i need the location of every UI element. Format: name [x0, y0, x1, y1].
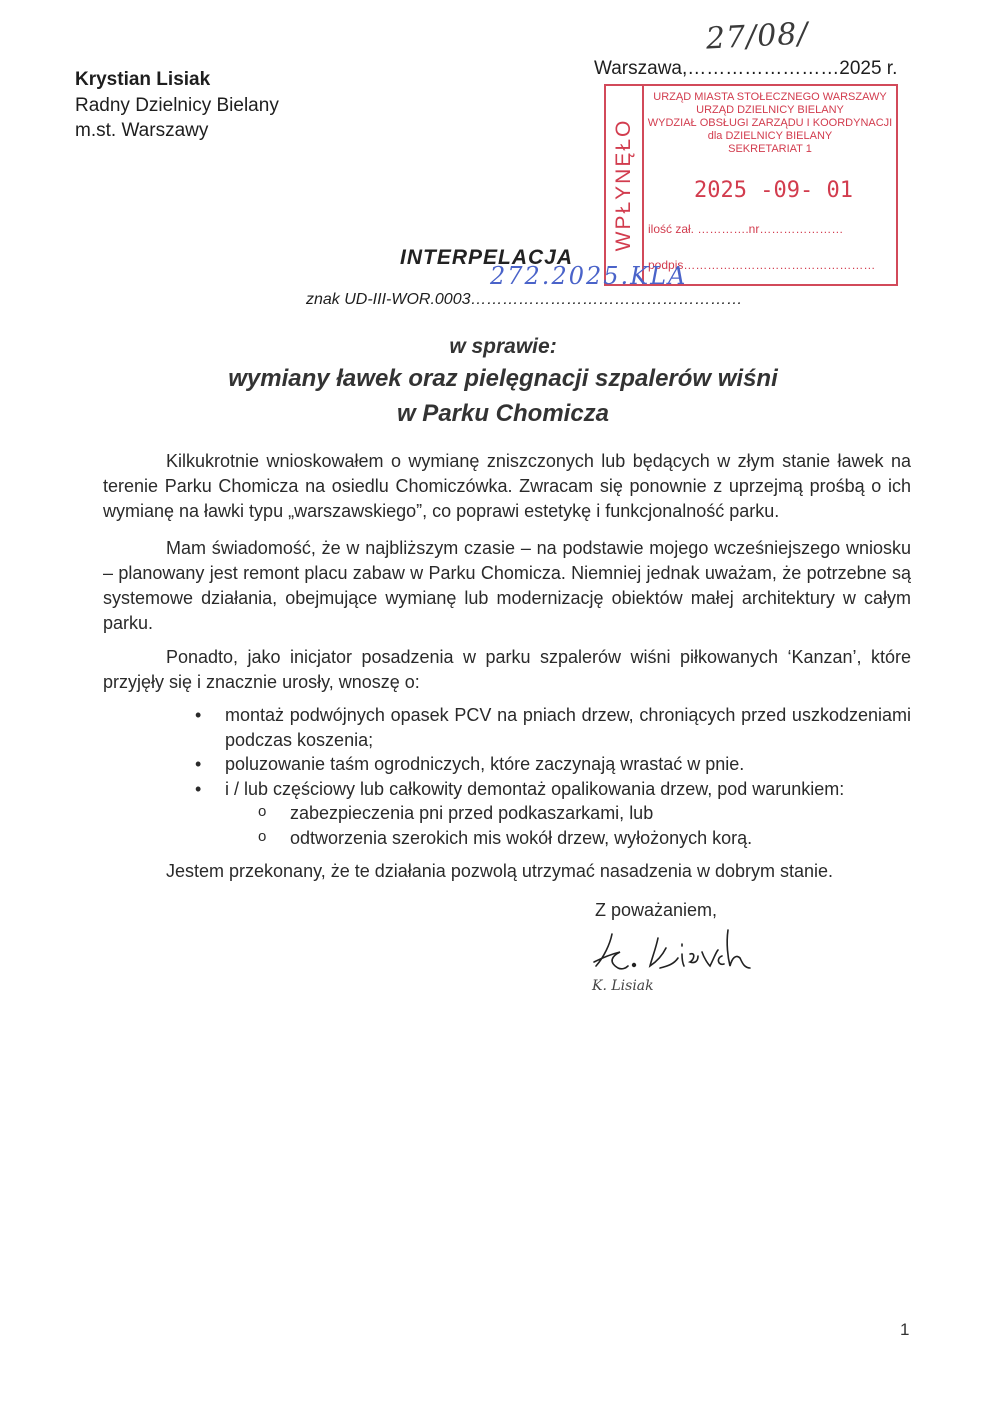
paragraph-text: Mam świadomość, że w najbliższym czasie – na podstawie mojego wcześniejszego wniosku – planowany jest remont placu zabaw w Parku Chomicza. Niemniej jednak uważam, że potrzebne są systemowe działania, obejmujące wymianę lub modernizację obiektów małej architektury w całym parku. [103, 538, 911, 633]
dateline-place: Warszawa, [594, 58, 688, 79]
closing-sentence: Jestem przekonany, że te działania pozwolą utrzymać nasadzenia w dobrym stanie. [166, 861, 834, 881]
dateline-year: 2025 r. [839, 58, 898, 79]
list-item: • i / lub częściowy lub całkowity demontaż opalikowania drzew, pod warunkiem: [195, 777, 911, 802]
stamp-line: SEKRETARIAT 1 [728, 143, 812, 155]
subject-line-2: w Parku Chomicza [396, 400, 610, 427]
reference-line [306, 291, 742, 309]
stamp-date: 2025 -09- 01 [694, 178, 853, 203]
stamp-line: URZĄD DZIELNICY BIELANY [696, 104, 844, 116]
handwritten-date: 27/08/ [705, 16, 810, 57]
paragraph-text: Kilkukrotnie wnioskowałem o wymianę zniszczonych lub będących w złym stanie ławek na terenie Parku Chomicza na osiedlu Chomiczówka. Zwracam się ponownie z uprzejmą prośbą o ich wymianę na ławki typu „warszawskiego”, co poprawi estetykę i funkcjonalność parku. [103, 451, 911, 521]
list-item: • montaż podwójnych opasek PCV na pniach drzew, chroniących przed uszkodzeniami podczas koszenia; [195, 703, 911, 752]
stamp-line: WYDZIAŁ OBSŁUGI ZARZĄDU I KOORDYNACJI [647, 117, 893, 129]
regarding-label: w sprawie: [449, 335, 557, 358]
author-name: Krystian Lisiak [75, 69, 211, 90]
stamp-attachments: ilość zał. ………….nr………………… [648, 222, 844, 236]
stamp-line: URZĄD MIASTA STOŁECZNEGO WARSZAWY [653, 91, 887, 103]
handwritten-signature [590, 926, 760, 976]
paragraph-text: Ponadto, jako inicjator posadzenia w parku szpalerów wiśni piłkowanych ‘Kanzan’, które przyjęły się i znacznie urosły, wnoszę o: [103, 647, 911, 692]
received-stamp [604, 84, 898, 286]
author-role: Radny Dzielnicy Bielany [75, 95, 279, 116]
body-paragraph-3 [103, 645, 911, 695]
dateline-dots: …………………… [687, 58, 840, 79]
subject-line-1: wymiany ławek oraz pielęgnacji szpalerów wiśni [228, 365, 778, 392]
stamp-body [644, 86, 896, 284]
stamp-signature: podpis………………………………………… [648, 258, 876, 272]
body-paragraph-1 [103, 449, 911, 524]
page-number: 1 [900, 1320, 910, 1339]
body-paragraph-2 [103, 536, 911, 636]
dateline [594, 58, 897, 80]
author-city: m.st. Warszawy [75, 120, 209, 141]
reference-dots: …………………………………………… [470, 291, 743, 308]
list-item: • poluzowanie taśm ogrodniczych, które zaczynają wrastać w pnie. [195, 752, 911, 777]
sub-list-item: o odtworzenia szerokich mis wokół drzew, wyłożonych korą. [195, 826, 911, 851]
stamp-side-label: WPŁYNĘŁO [612, 118, 635, 252]
regards: Z poważaniem, [595, 900, 718, 920]
stamp-line: dla DZIELNICY BIELANY [707, 130, 833, 142]
reference-prefix: znak UD-III-WOR.0003 [306, 291, 471, 308]
stamp-side-column [606, 86, 644, 284]
document-title: INTERPELACJA [400, 246, 574, 269]
sub-list-item: o zabezpieczenia pni przed podkaszarkami, lub [195, 801, 911, 826]
signature-text: K. Lisiak [592, 978, 654, 994]
request-list [195, 703, 911, 850]
reference-handwritten: 272.2025.KLA [490, 262, 688, 290]
